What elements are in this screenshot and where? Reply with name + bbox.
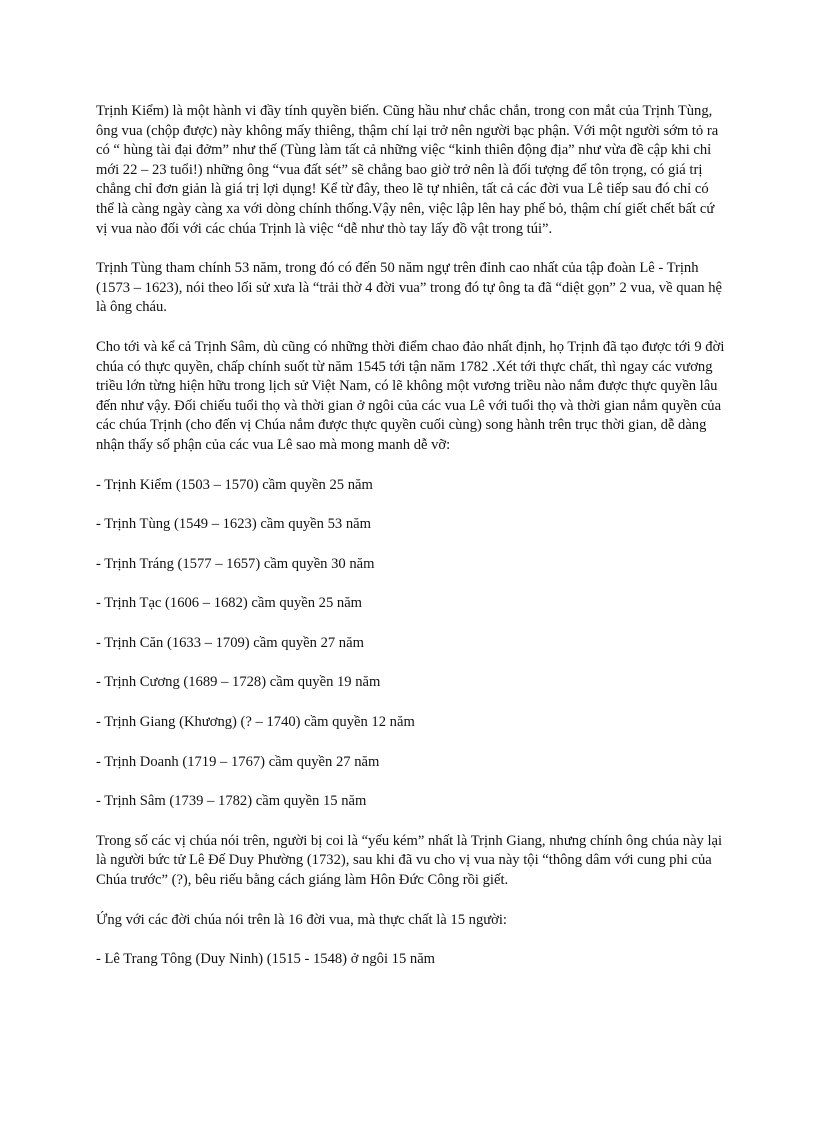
list-item: - Trịnh Cương (1689 – 1728) cầm quyền 19 năm bbox=[96, 674, 381, 691]
list-item: - Trịnh Doanh (1719 – 1767) cầm quyền 27 năm bbox=[96, 753, 380, 770]
list-item: - Trịnh Sâm (1739 – 1782) cầm quyền 15 năm bbox=[96, 793, 367, 810]
list-item: - Lê Trang Tông (Duy Ninh) (1515 - 1548) ở ngôi 15 năm bbox=[96, 951, 436, 968]
list-item: - Trịnh Tráng (1577 – 1657) cầm quyền 30 năm bbox=[96, 555, 375, 572]
list-item: - Trịnh Giang (Khương) (? – 1740) cầm quyền 12 năm bbox=[96, 714, 415, 731]
document-page bbox=[96, 102, 728, 990]
list-item: - Trịnh Căn (1633 – 1709) cầm quyền 27 năm bbox=[96, 634, 364, 651]
list-item: - Trịnh Tùng (1549 – 1623) cầm quyền 53 năm bbox=[96, 516, 371, 533]
paragraph-trinh-tung-intro: Trịnh Kiểm) là một hành vi đầy tính quyền biến. Cũng hầu như chắc chắn, trong con mắt của Trịnh Tùng, ông vua (chộp được) này không mấy thiêng, thậm chí lại trở nên người bạc phận. Với một người sớm tỏ ra có “ hùng tài đại đởm” như thế (Tùng làm tất cả những việc “kinh thiên động địa” như vừa đề cập khi chỉ mới 22 – 23 tuổi!) những ông “vua đất sét” sẽ chẳng bao giờ trở nên là đối tượng để tôn trọng, có giá trị chẳng chỉ đơn giản là giá trị lợi dụng! Kể từ đây, theo lẽ tự nhiên, tất cả các đời vua Lê tiếp sau đó chỉ có thể là càng ngày càng xa với dòng chính thống.Vậy nên, việc lập lên hay phế bỏ, thậm chí giết chết bất cứ vị vua nào đối với các chúa Trịnh là việc “dễ như thò tay lấy đồ vật trong túi”. bbox=[96, 103, 719, 237]
lords-list bbox=[96, 476, 728, 812]
paragraph-trinh-giang: Trong số các vị chúa nói trên, người bị coi là “yếu kém” nhất là Trịnh Giang, nhưng chính ông chúa này lại là người bức tử Lê Đế Duy Phường (1732), sau khi đã vu cho vị vua này tội “thông dâm với cung phi của Chúa trước” (?), bêu riếu bằng cách giáng làm Hôn Đức Công rồi giết. bbox=[96, 832, 723, 889]
list-item: - Trịnh Tạc (1606 – 1682) cầm quyền 25 năm bbox=[96, 595, 363, 612]
paragraph-kings-intro: Ứng với các đời chúa nói trên là 16 đời vua, mà thực chất là 15 người: bbox=[96, 911, 507, 928]
kings-list bbox=[96, 950, 728, 970]
list-item: - Trịnh Kiểm (1503 – 1570) cầm quyền 25 năm bbox=[96, 476, 373, 493]
paragraph-trinh-tung-reign: Trịnh Tùng tham chính 53 năm, trong đó có đến 50 năm ngự trên đỉnh cao nhất của tập đoàn Lê - Trịnh (1573 – 1623), nói theo lối sử xưa là “trải thờ 4 đời vua” trong đó tự ông ta đã “diệt gọn” 2 vua, về quan hệ là ông cháu. bbox=[96, 260, 723, 316]
paragraph-trinh-power: Cho tới và kể cả Trịnh Sâm, dù cũng có những thời điểm chao đảo nhất định, họ Trịnh đã tạo được tới 9 đời chúa có thực quyền, chấp chính suốt từ năm 1545 tới tận năm 1782 .Xét tới thực chất, thì ngay các vương triều lớn từng hiện hữu trong lịch sử Việt Nam, có lẽ không một vương triều nào nắm được thực quyền lâu đến như vậy. Đối chiếu tuổi thọ và thời gian ở ngôi của các vua Lê với tuổi thọ và thời gian nắm quyền của các chúa Trịnh (cho đến vị Chúa nắm được thực quyền cuối cùng) song hành trên trục thời gian, dễ dàng nhận thấy số phận của các vua Lê sao mà mong manh dễ vỡ: bbox=[96, 338, 725, 453]
